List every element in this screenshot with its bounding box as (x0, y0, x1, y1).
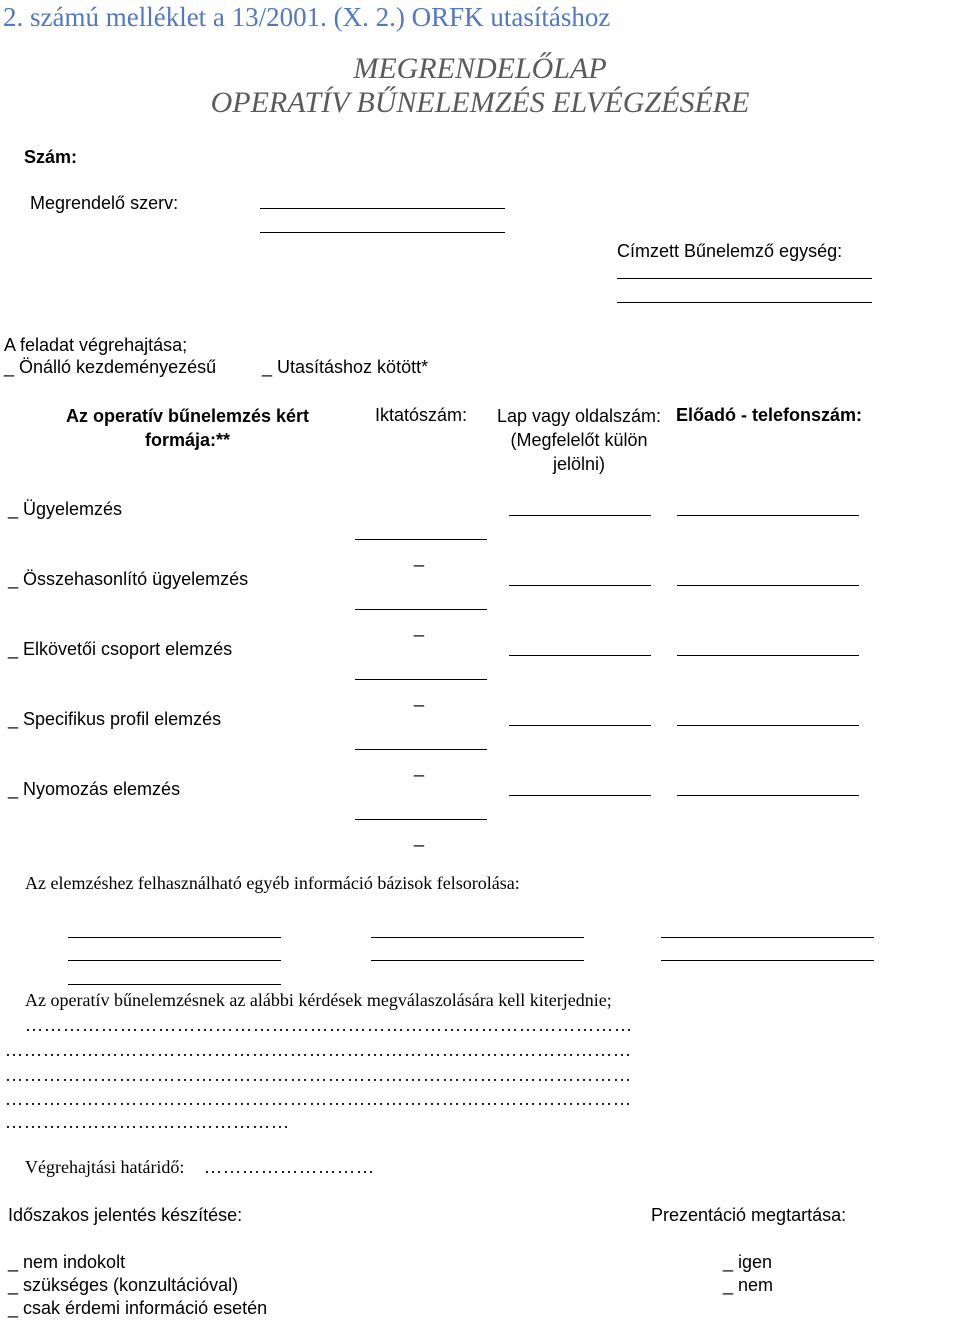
information-source-line[interactable] (371, 960, 584, 961)
ordering-org-field-line-1[interactable] (260, 208, 505, 209)
information-sources-label: Az elemzéshez felhasználható egyéb információ bázisok felsorolása: (25, 873, 520, 893)
registration-number-line[interactable] (355, 749, 487, 750)
page-number-line[interactable] (509, 515, 651, 516)
page-number-line[interactable] (509, 795, 651, 796)
recipient-unit-field-line-2[interactable] (617, 302, 872, 303)
ordering-org-field-line-2[interactable] (260, 232, 505, 233)
page-number-line[interactable] (509, 725, 651, 726)
presentation-option-yes[interactable]: _ igen (723, 1252, 773, 1272)
form-subtitle: OPERATÍV BŰNELEMZÉS ELVÉGZÉSÉRE (210, 86, 750, 119)
presentation-option-no[interactable]: _ nem (723, 1275, 774, 1295)
registration-number-line[interactable] (355, 609, 487, 610)
analysis-type-comparative[interactable]: _ Összehasonlító ügyelemzés (8, 569, 249, 589)
option-self-initiated[interactable]: _ Önálló kezdeményezésű (4, 357, 217, 377)
information-source-line[interactable] (371, 937, 584, 938)
information-source-line[interactable] (661, 937, 874, 938)
information-source-line[interactable] (68, 984, 281, 985)
questions-dotted-line[interactable]: …………………………………………………………………………………… (25, 1015, 633, 1035)
analysis-type-specific-profile[interactable]: _ Specifikus profil elemzés (8, 709, 222, 729)
number-label: Szám: (24, 147, 78, 167)
information-source-line[interactable] (68, 937, 281, 938)
registration-number-suffix: _ (414, 827, 425, 847)
registration-number-line[interactable] (355, 539, 487, 540)
page-number-header: Lap vagy oldalszám: (Megfelelőt külön jelölni) (496, 406, 662, 474)
recipient-unit-label: Címzett Bűnelemző egység: (617, 241, 843, 261)
presentation-label: Prezentáció megtartása: (651, 1205, 847, 1225)
registration-number-suffix: _ (414, 547, 425, 567)
form-title: MEGRENDELŐLAP (353, 52, 607, 85)
page-number-line[interactable] (509, 655, 651, 656)
deadline-dotted-field[interactable]: ……………………… (204, 1157, 375, 1177)
report-option-only-substantive[interactable]: _ csak érdemi információ esetén (8, 1298, 268, 1318)
recipient-unit-field-line-1[interactable] (617, 278, 872, 279)
questions-label: Az operatív bűnelemzésnek az alábbi kérdések megválaszolására kell kiterjednie; (25, 990, 612, 1010)
information-source-line[interactable] (68, 960, 281, 961)
regulation-reference: 2. számú melléklet a 13/2001. (X. 2.) ORFK utasításhoz (3, 2, 611, 32)
option-by-instruction[interactable]: _ Utasításhoz kötött* (262, 357, 429, 377)
registration-number-suffix: _ (414, 757, 425, 777)
questions-dotted-line[interactable]: ……………………………………… (5, 1112, 290, 1132)
registration-number-line[interactable] (355, 819, 487, 820)
execution-label: A feladat végrehajtása; (4, 335, 188, 355)
registration-number-suffix: _ (414, 617, 425, 637)
page-number-line[interactable] (509, 585, 651, 586)
questions-dotted-line[interactable]: ……………………………………………………………………………………… (5, 1065, 632, 1085)
deadline-label: Végrehajtási határidő: (25, 1157, 185, 1177)
questions-dotted-line[interactable]: ……………………………………………………………………………………… (5, 1040, 632, 1060)
analysis-type-investigation[interactable]: _ Nyomozás elemzés (8, 779, 181, 799)
information-source-line[interactable] (661, 960, 874, 961)
analysis-type-case[interactable]: _ Ügyelemzés (8, 499, 123, 519)
registration-number-line[interactable] (355, 679, 487, 680)
analysis-type-header: Az operatív bűnelemzés kért formája:** (65, 406, 310, 450)
officer-phone-line[interactable] (677, 795, 859, 796)
officer-phone-header: Előadó - telefonszám: (676, 405, 863, 425)
officer-phone-line[interactable] (677, 515, 859, 516)
analysis-type-offender-group[interactable]: _ Elkövetői csoport elemzés (8, 639, 233, 659)
officer-phone-line[interactable] (677, 585, 859, 586)
report-option-with-consultation[interactable]: _ szükséges (konzultációval) (8, 1275, 239, 1295)
registration-number-suffix: _ (414, 687, 425, 707)
ordering-org-label: Megrendelő szerv: (30, 193, 179, 213)
periodic-report-label: Időszakos jelentés készítése: (8, 1205, 243, 1225)
officer-phone-line[interactable] (677, 725, 859, 726)
registration-number-header: Iktatószám: (375, 405, 468, 425)
report-option-not-justified[interactable]: _ nem indokolt (8, 1252, 126, 1272)
questions-dotted-line[interactable]: ……………………………………………………………………………………… (5, 1089, 632, 1109)
officer-phone-line[interactable] (677, 655, 859, 656)
